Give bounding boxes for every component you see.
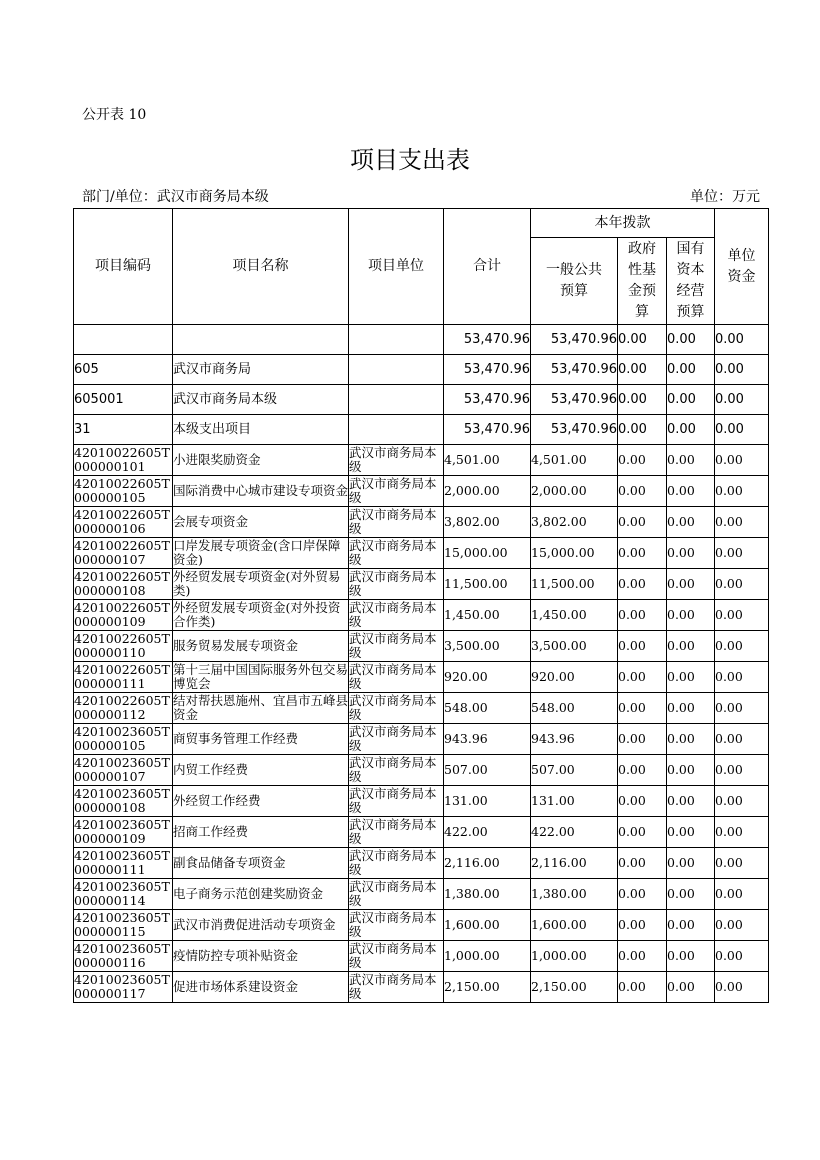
row-code: 42010022605T000000110: [74, 631, 173, 662]
row-total: 53,470.96: [444, 355, 531, 385]
row-name: [173, 325, 349, 355]
row-org: [349, 325, 444, 355]
row-org: 武汉市商务局本级: [349, 600, 444, 631]
row-total: 131.00: [444, 786, 531, 817]
row-state-capital: 0.00: [667, 385, 715, 415]
table-row: [74, 724, 769, 755]
row-total: 548.00: [444, 693, 531, 724]
row-code: [74, 325, 173, 355]
row-unit-fund: 0.00: [715, 569, 769, 600]
row-total: 53,470.96: [444, 385, 531, 415]
row-code: 42010023605T000000111: [74, 848, 173, 879]
row-general-budget: 131.00: [531, 786, 618, 817]
row-code: 42010022605T000000109: [74, 600, 173, 631]
row-general-budget: 3,500.00: [531, 631, 618, 662]
row-org: 武汉市商务局本级: [349, 631, 444, 662]
row-gov-fund: 0.00: [618, 415, 667, 445]
row-code: 42010022605T000000107: [74, 538, 173, 569]
row-state-capital: 0.00: [667, 355, 715, 385]
row-general-budget: 2,000.00: [531, 476, 618, 507]
table-row: [74, 817, 769, 848]
header-state-capital-budget: 国有资本经营预算: [667, 238, 715, 325]
row-total: 2,000.00: [444, 476, 531, 507]
row-unit-fund: 0.00: [715, 910, 769, 941]
row-gov-fund: 0.00: [618, 569, 667, 600]
row-name: 外经贸发展专项资金(对外投资合作类): [173, 600, 349, 631]
row-name: 电子商务示范创建奖励资金: [173, 879, 349, 910]
row-gov-fund: 0.00: [618, 476, 667, 507]
row-name: 口岸发展专项资金(含口岸保障资金): [173, 538, 349, 569]
table-row: [74, 786, 769, 817]
row-gov-fund: 0.00: [618, 445, 667, 476]
row-gov-fund: 0.00: [618, 941, 667, 972]
row-unit-fund: 0.00: [715, 325, 769, 355]
row-org: 武汉市商务局本级: [349, 724, 444, 755]
row-gov-fund: 0.00: [618, 600, 667, 631]
table-row: [74, 662, 769, 693]
row-total: 4,501.00: [444, 445, 531, 476]
row-gov-fund: 0.00: [618, 786, 667, 817]
row-org: 武汉市商务局本级: [349, 879, 444, 910]
row-gov-fund: 0.00: [618, 755, 667, 786]
row-general-budget: 53,470.96: [531, 325, 618, 355]
row-org: 武汉市商务局本级: [349, 848, 444, 879]
table-row: [74, 600, 769, 631]
row-unit-fund: 0.00: [715, 817, 769, 848]
row-total: 1,000.00: [444, 941, 531, 972]
row-name: 本级支出项目: [173, 415, 349, 445]
row-org: 武汉市商务局本级: [349, 910, 444, 941]
department-label: 部门/单位：武汉市商务局本级: [82, 189, 269, 205]
header-appropriation: 本年拨款: [531, 209, 715, 238]
row-state-capital: 0.00: [667, 325, 715, 355]
row-gov-fund: 0.00: [618, 662, 667, 693]
header-org: 项目单位: [349, 209, 444, 325]
row-unit-fund: 0.00: [715, 538, 769, 569]
row-general-budget: 11,500.00: [531, 569, 618, 600]
row-state-capital: 0.00: [667, 569, 715, 600]
row-general-budget: 4,501.00: [531, 445, 618, 476]
row-unit-fund: 0.00: [715, 848, 769, 879]
row-unit-fund: 0.00: [715, 972, 769, 1003]
row-code: 31: [74, 415, 173, 445]
row-gov-fund: 0.00: [618, 693, 667, 724]
table-row: [74, 355, 769, 385]
row-org: [349, 355, 444, 385]
row-org: 武汉市商务局本级: [349, 693, 444, 724]
header-total: 合计: [444, 209, 531, 325]
table-row: [74, 693, 769, 724]
row-unit-fund: 0.00: [715, 941, 769, 972]
row-org: 武汉市商务局本级: [349, 755, 444, 786]
row-total: 1,450.00: [444, 600, 531, 631]
table-row: [74, 879, 769, 910]
row-unit-fund: 0.00: [715, 415, 769, 445]
row-unit-fund: 0.00: [715, 693, 769, 724]
row-state-capital: 0.00: [667, 507, 715, 538]
row-general-budget: 2,150.00: [531, 972, 618, 1003]
row-code: 42010023605T000000105: [74, 724, 173, 755]
row-general-budget: 943.96: [531, 724, 618, 755]
header-name: 项目名称: [173, 209, 349, 325]
row-name: 第十三届中国国际服务外包交易博览会: [173, 662, 349, 691]
row-total: 3,802.00: [444, 507, 531, 538]
row-name: 招商工作经费: [173, 817, 349, 848]
row-code: 42010022605T000000108: [74, 569, 173, 600]
project-expenditure-table: [73, 208, 769, 1003]
row-name: 武汉市商务局: [173, 355, 349, 385]
unit-label: 单位：万元: [690, 189, 760, 205]
row-total: 943.96: [444, 724, 531, 755]
row-code: 42010022605T000000105: [74, 476, 173, 507]
row-code: 605001: [74, 385, 173, 415]
row-unit-fund: 0.00: [715, 445, 769, 476]
row-gov-fund: 0.00: [618, 631, 667, 662]
row-gov-fund: 0.00: [618, 817, 667, 848]
row-name: 武汉市商务局本级: [173, 385, 349, 415]
row-org: [349, 415, 444, 445]
row-name: 内贸工作经费: [173, 755, 349, 786]
table-row: [74, 972, 769, 1003]
row-code: 42010022605T000000106: [74, 507, 173, 538]
row-general-budget: 3,802.00: [531, 507, 618, 538]
row-name: 小进限奖励资金: [173, 445, 349, 476]
row-code: 42010023605T000000108: [74, 786, 173, 817]
row-general-budget: 2,116.00: [531, 848, 618, 879]
row-name: 副食品储备专项资金: [173, 848, 349, 879]
row-total: 53,470.96: [444, 415, 531, 445]
row-total: 1,600.00: [444, 910, 531, 941]
row-general-budget: 53,470.96: [531, 415, 618, 445]
row-state-capital: 0.00: [667, 941, 715, 972]
table-row: [74, 445, 769, 476]
row-unit-fund: 0.00: [715, 879, 769, 910]
form-number: 公开表 10: [82, 107, 147, 123]
row-name: 外经贸工作经费: [173, 786, 349, 817]
row-state-capital: 0.00: [667, 755, 715, 786]
row-gov-fund: 0.00: [618, 879, 667, 910]
row-name: 会展专项资金: [173, 507, 349, 538]
row-gov-fund: 0.00: [618, 325, 667, 355]
row-state-capital: 0.00: [667, 848, 715, 879]
row-unit-fund: 0.00: [715, 355, 769, 385]
table-row: [74, 476, 769, 507]
row-name: 商贸事务管理工作经费: [173, 724, 349, 755]
row-name: 外经贸发展专项资金(对外贸易类): [173, 569, 349, 600]
row-total: 2,150.00: [444, 972, 531, 1003]
row-name: 促进市场体系建设资金: [173, 972, 349, 1003]
row-state-capital: 0.00: [667, 910, 715, 941]
row-code: 42010022605T000000101: [74, 445, 173, 476]
row-total: 11,500.00: [444, 569, 531, 600]
row-org: 武汉市商务局本级: [349, 786, 444, 817]
row-total: 1,380.00: [444, 879, 531, 910]
row-total: 507.00: [444, 755, 531, 786]
row-general-budget: 1,450.00: [531, 600, 618, 631]
row-state-capital: 0.00: [667, 817, 715, 848]
row-org: 武汉市商务局本级: [349, 941, 444, 972]
row-code: 42010023605T000000107: [74, 755, 173, 786]
row-unit-fund: 0.00: [715, 724, 769, 755]
table-row: [74, 415, 769, 445]
header-unit-fund: 单位资金: [715, 209, 769, 325]
row-general-budget: 507.00: [531, 755, 618, 786]
table-row: [74, 631, 769, 662]
table-row: [74, 538, 769, 569]
row-code: 42010022605T000000112: [74, 693, 173, 724]
row-gov-fund: 0.00: [618, 724, 667, 755]
row-org: [349, 385, 444, 415]
row-state-capital: 0.00: [667, 538, 715, 569]
row-state-capital: 0.00: [667, 445, 715, 476]
row-unit-fund: 0.00: [715, 476, 769, 507]
row-code: 42010023605T000000117: [74, 972, 173, 1003]
row-unit-fund: 0.00: [715, 786, 769, 817]
row-org: 武汉市商务局本级: [349, 972, 444, 1003]
row-state-capital: 0.00: [667, 724, 715, 755]
table-row: [74, 385, 769, 415]
header-code: 项目编码: [74, 209, 173, 325]
row-gov-fund: 0.00: [618, 355, 667, 385]
row-total: 53,470.96: [444, 325, 531, 355]
row-state-capital: 0.00: [667, 972, 715, 1003]
row-state-capital: 0.00: [667, 631, 715, 662]
row-unit-fund: 0.00: [715, 662, 769, 693]
row-gov-fund: 0.00: [618, 385, 667, 415]
table-row: [74, 910, 769, 941]
row-general-budget: 920.00: [531, 662, 618, 693]
page-title: 项目支出表: [350, 146, 470, 174]
table-row: [74, 755, 769, 786]
row-org: 武汉市商务局本级: [349, 476, 444, 507]
row-unit-fund: 0.00: [715, 755, 769, 786]
row-state-capital: 0.00: [667, 415, 715, 445]
row-state-capital: 0.00: [667, 879, 715, 910]
row-gov-fund: 0.00: [618, 507, 667, 538]
row-name: 疫情防控专项补贴资金: [173, 941, 349, 972]
table-row: [74, 507, 769, 538]
table-row: [74, 848, 769, 879]
row-state-capital: 0.00: [667, 600, 715, 631]
row-gov-fund: 0.00: [618, 910, 667, 941]
row-unit-fund: 0.00: [715, 600, 769, 631]
table-row: [74, 941, 769, 972]
row-general-budget: 53,470.96: [531, 355, 618, 385]
row-code: 605: [74, 355, 173, 385]
row-state-capital: 0.00: [667, 476, 715, 507]
row-state-capital: 0.00: [667, 693, 715, 724]
row-total: 3,500.00: [444, 631, 531, 662]
table-row: [74, 569, 769, 600]
row-total: 15,000.00: [444, 538, 531, 569]
row-org: 武汉市商务局本级: [349, 662, 444, 693]
row-name: 服务贸易发展专项资金: [173, 631, 349, 662]
row-state-capital: 0.00: [667, 662, 715, 693]
row-org: 武汉市商务局本级: [349, 507, 444, 538]
row-unit-fund: 0.00: [715, 385, 769, 415]
row-total: 920.00: [444, 662, 531, 693]
row-general-budget: 53,470.96: [531, 385, 618, 415]
row-gov-fund: 0.00: [618, 848, 667, 879]
table-row: [74, 325, 769, 355]
row-general-budget: 15,000.00: [531, 538, 618, 569]
row-unit-fund: 0.00: [715, 631, 769, 662]
row-total: 2,116.00: [444, 848, 531, 879]
row-general-budget: 1,000.00: [531, 941, 618, 972]
row-name: 武汉市消费促进活动专项资金: [173, 910, 349, 941]
row-org: 武汉市商务局本级: [349, 569, 444, 600]
row-code: 42010023605T000000114: [74, 879, 173, 910]
row-org: 武汉市商务局本级: [349, 538, 444, 569]
row-name: 结对帮扶恩施州、宜昌市五峰县资金: [173, 693, 349, 722]
row-state-capital: 0.00: [667, 786, 715, 817]
row-org: 武汉市商务局本级: [349, 445, 444, 476]
row-general-budget: 422.00: [531, 817, 618, 848]
row-unit-fund: 0.00: [715, 507, 769, 538]
row-gov-fund: 0.00: [618, 538, 667, 569]
row-name: 国际消费中心城市建设专项资金: [173, 476, 349, 507]
row-code: 42010023605T000000109: [74, 817, 173, 848]
row-code: 42010023605T000000115: [74, 910, 173, 941]
header-gov-fund-budget: 政府性基金预算: [618, 238, 667, 325]
row-general-budget: 548.00: [531, 693, 618, 724]
row-gov-fund: 0.00: [618, 972, 667, 1003]
row-code: 42010022605T000000111: [74, 662, 173, 693]
header-general-budget: 一般公共预算: [531, 238, 618, 325]
row-general-budget: 1,380.00: [531, 879, 618, 910]
row-general-budget: 1,600.00: [531, 910, 618, 941]
row-code: 42010023605T000000116: [74, 941, 173, 972]
row-total: 422.00: [444, 817, 531, 848]
row-org: 武汉市商务局本级: [349, 817, 444, 848]
